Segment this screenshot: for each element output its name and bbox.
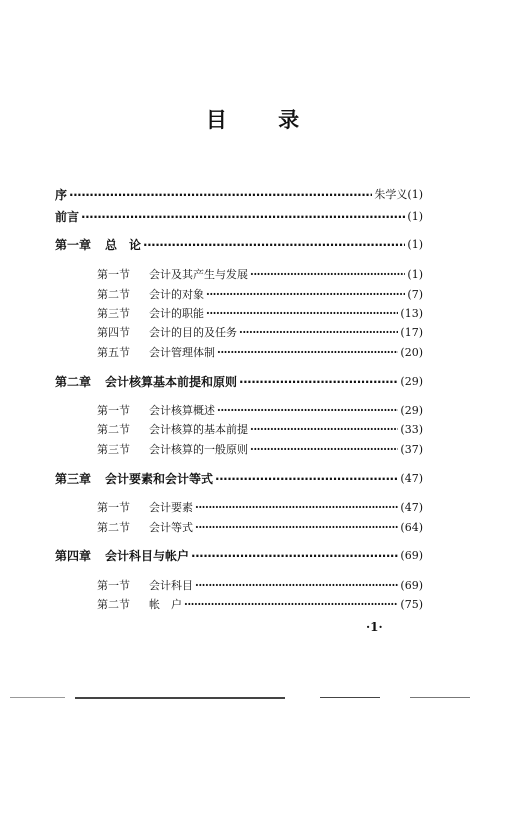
leader-dots [250, 421, 398, 439]
toc-section[interactable] [55, 421, 423, 439]
section-number: 第四节 [97, 326, 130, 339]
leader-dots [215, 470, 398, 488]
page-number: ·1· [366, 620, 383, 634]
section-number: 第一节 [97, 579, 130, 592]
leader-dots [69, 186, 372, 204]
page-title: 目 录 [205, 107, 322, 132]
leader-dots [184, 596, 398, 614]
toc-page-number: (20) [400, 346, 423, 359]
leader-dots [191, 547, 398, 565]
toc-page-number: (69) [400, 549, 423, 562]
leader-dots [195, 499, 398, 517]
chapter-title: 会计科目与帐户 [105, 549, 190, 563]
toc-section[interactable] [55, 519, 423, 537]
section-title: 会计科目 [149, 579, 193, 592]
section-title: 会计核算概述 [149, 404, 215, 417]
toc-page-number: (75) [400, 598, 423, 611]
toc-page-number: (29) [400, 404, 423, 417]
toc-page-number: (1) [407, 238, 423, 251]
toc-page-number: (17) [400, 326, 423, 339]
toc-chapter-4[interactable] [55, 547, 423, 565]
leader-dots [217, 344, 398, 362]
scan-edge-line [75, 697, 285, 699]
toc-section[interactable] [55, 441, 423, 459]
toc-page-number: (47) [400, 501, 423, 514]
section-number: 第一节 [97, 501, 130, 514]
section-title: 会计的目的及任务 [149, 326, 237, 339]
toc-section[interactable] [55, 577, 423, 595]
section-title: 会计核算的基本前提 [149, 423, 248, 436]
scan-edge-line [410, 697, 470, 698]
section-number: 第二节 [97, 521, 130, 534]
leader-dots [250, 266, 405, 284]
toc-section[interactable] [55, 402, 423, 420]
leader-dots [250, 441, 398, 459]
chapter-number: 第一章 [55, 238, 92, 252]
section-number: 第二节 [97, 288, 130, 301]
leader-dots [206, 305, 398, 323]
leader-dots [143, 236, 405, 254]
leader-dots [206, 286, 405, 304]
toc-chapter-2[interactable] [55, 373, 423, 391]
scan-edge-line [10, 697, 65, 698]
leader-dots [81, 208, 405, 226]
leader-dots [239, 324, 398, 342]
leader-dots [195, 519, 398, 537]
toc-page-number: (69) [400, 579, 423, 592]
toc-section[interactable] [55, 596, 423, 614]
leader-dots [217, 402, 398, 420]
section-number: 第二节 [97, 423, 130, 436]
toc-entry-title: 序 [55, 188, 68, 202]
toc-page-number: (29) [400, 375, 423, 388]
section-title: 会计要素 [149, 501, 193, 514]
section-number: 第三节 [97, 307, 130, 320]
chapter-title: 会计要素和会计等式 [105, 472, 214, 486]
toc-section[interactable] [55, 324, 423, 342]
section-number: 第三节 [97, 443, 130, 456]
toc-page-number: (13) [400, 307, 423, 320]
toc-entry-foreword[interactable] [55, 208, 423, 226]
section-title: 会计的职能 [149, 307, 204, 320]
section-number: 第一节 [97, 268, 130, 281]
toc-section[interactable] [55, 344, 423, 362]
toc-page-number: (1) [407, 268, 423, 281]
section-title: 帐 户 [149, 598, 182, 611]
toc-chapter-3[interactable] [55, 470, 423, 488]
scan-edge-line [320, 697, 380, 698]
section-number: 第五节 [97, 346, 130, 359]
toc-entry-title: 前言 [55, 210, 80, 224]
chapter-number: 第二章 [55, 375, 92, 389]
leader-dots [239, 373, 398, 391]
section-number: 第一节 [97, 404, 130, 417]
toc-page-number: (37) [400, 443, 423, 456]
toc-page-number: (33) [400, 423, 423, 436]
toc-section[interactable] [55, 286, 423, 304]
section-title: 会计核算的一般原则 [149, 443, 248, 456]
toc-section[interactable] [55, 266, 423, 284]
section-title: 会计管理体制 [149, 346, 215, 359]
toc-page-number: (1) [407, 210, 423, 223]
toc-page-number: (47) [400, 472, 423, 485]
toc-section[interactable] [55, 499, 423, 517]
toc-section[interactable] [55, 305, 423, 323]
leader-dots [195, 577, 398, 595]
toc-page-number: (64) [400, 521, 423, 534]
section-title: 会计等式 [149, 521, 193, 534]
toc-page-number: 朱学义(1) [374, 188, 423, 201]
section-title: 会计及其产生与发展 [149, 268, 248, 281]
chapter-title: 总 论 [105, 238, 142, 252]
toc-page-number: (7) [407, 288, 423, 301]
section-number: 第二节 [97, 598, 130, 611]
chapter-number: 第四章 [55, 549, 92, 563]
chapter-title: 会计核算基本前提和原则 [105, 375, 238, 389]
toc-chapter-1[interactable] [55, 236, 423, 254]
chapter-number: 第三章 [55, 472, 92, 486]
section-title: 会计的对象 [149, 288, 204, 301]
toc-entry-preface[interactable] [55, 186, 423, 204]
